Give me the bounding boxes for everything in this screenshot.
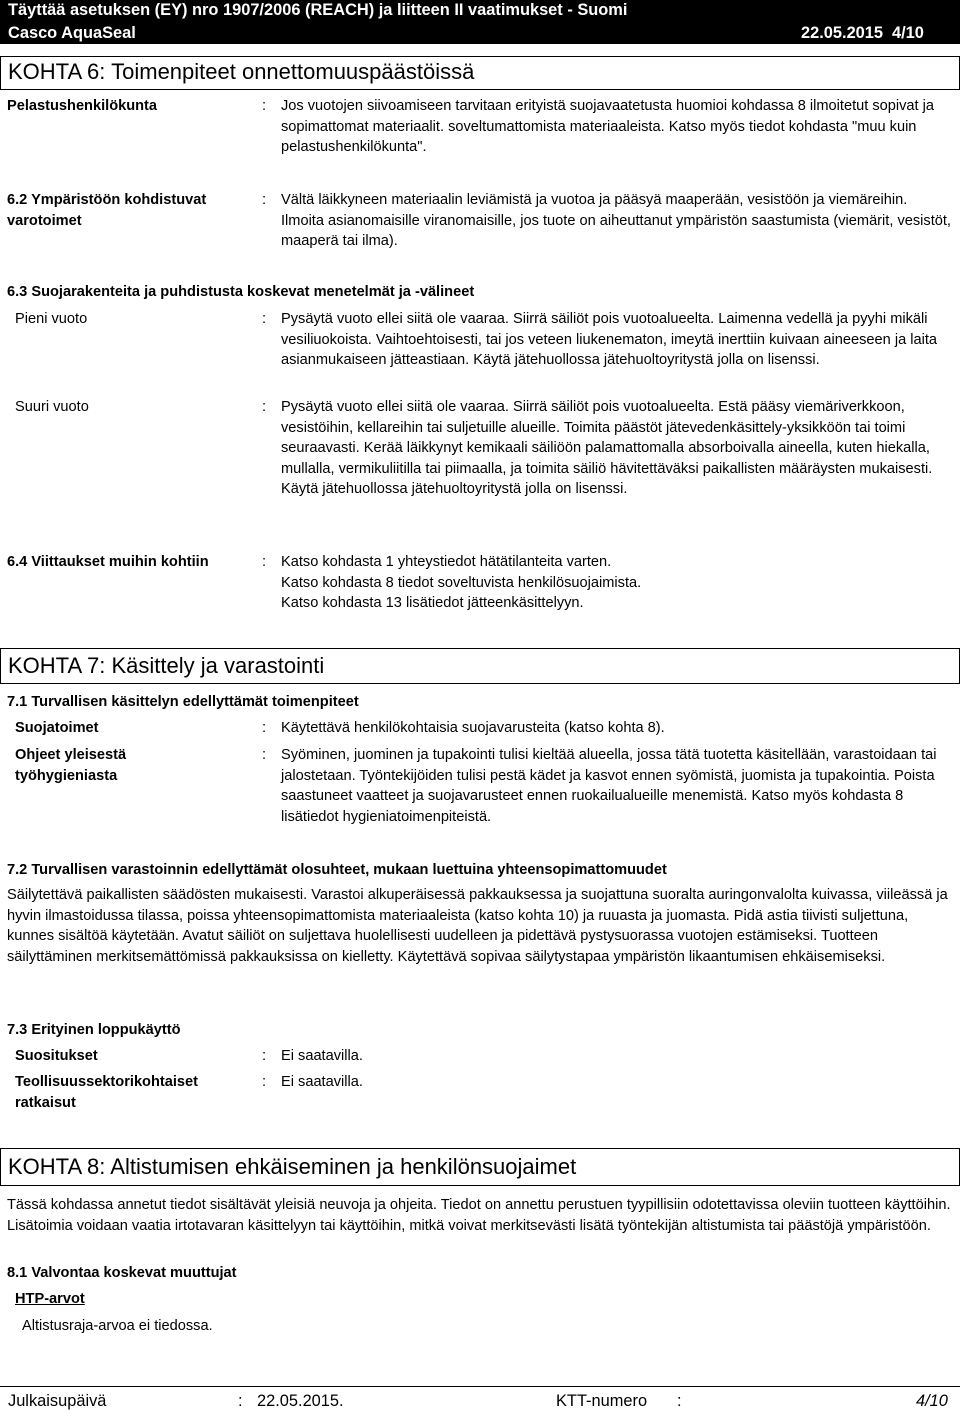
colon: :: [262, 720, 267, 736]
reference-line: Katso kohdasta 1 yhteystiedot hätätilanteita varten.: [281, 554, 612, 570]
section-7-title: KOHTA 7: Käsittely ja varastointi: [8, 653, 325, 678]
subsection-6-3-title: 6.3 Suojarakenteita ja puhdistusta koskevat menetelmät ja -välineet: [7, 284, 475, 300]
subsection-7-2-title: 7.2 Turvallisen varastoinnin edellyttämät olosuhteet, mukaan luettuina yhteensopimattomuudet: [7, 862, 667, 878]
small-spill-text: Pysäytä vuoto ellei siitä ole vaaraa. Siirrä säiliöt pois vuotoalueelta. Laimenna vedellä ja pyyhi mikäli vesiliuokoista. Vaihtoehtoisesti, tai jos veteen liukenematon, imeytä inerttiin kuivaan aineeseen ja laita asianmukaiseen jätteastiaan. Käytä jätehuollossa jätehuoltoyritystä jolla on lisenssi.: [281, 311, 938, 369]
header-date: 22.05.2015: [801, 24, 884, 42]
references-label: 6.4 Viittaukset muihin kohtiin: [7, 554, 209, 570]
environmental-precautions-label: 6.2 Ympäristöön kohdistuvat varotoimet: [7, 192, 207, 229]
colon: :: [262, 98, 267, 114]
references-list: [281, 552, 953, 614]
rescue-personnel-label: Pelastushenkilökunta: [7, 98, 158, 114]
colon: :: [262, 1048, 267, 1064]
colon: :: [262, 747, 267, 763]
protective-measures-label: Suojatoimet: [15, 720, 99, 736]
section-8-title: KOHTA 8: Altistumisen ehkäiseminen ja henkilönsuojaimet: [8, 1154, 577, 1179]
colon: :: [238, 1392, 243, 1410]
header-page-number: 4/10: [892, 24, 924, 42]
page-footer: [0, 1386, 960, 1423]
hygiene-label: Ohjeet yleisestä työhygieniasta: [15, 747, 127, 784]
recommendations-text: Ei saatavilla.: [281, 1048, 363, 1064]
storage-text: Säilytettävä paikallisten säädösten mukaisesti. Varastoi alkuperäisessä pakkauksessa ja suojattuna suoralta auringonvalolta kuivassa, viileässä ja hyvin ilmastoidussa tilassa, poissa yhteensopimattomista materiaaleista (katso kohta 10) ja ruuasta ja juomasta. Pidä astia tiivisti suljettuna, kunnes sisältöä käytetään. Avatut säiliöt on suljettava huolellisesti uudelleen ja pidettävä pystysuorassa vuotojen estämiseksi. Tuotteen säilyttäminen merkitsemättömissä pakkauksissa on kielletty. Käytettävä sopivaa säilytystapaa ympäristön likaantumisen ehkäisemiseksi.: [7, 887, 948, 965]
recommendations-label: Suositukset: [15, 1048, 98, 1064]
reference-line: Katso kohdasta 8 tiedot soveltuvista henkilösuojaimista.: [281, 574, 642, 591]
issue-date-label: Julkaisupäivä: [8, 1392, 107, 1410]
section-8-intro: Tässä kohdassa annetut tiedot sisältävät yleisiä neuvoja ja ohjeita. Tiedot on annettu perustuen tyypillisiin odotettavissa oleviin tuotteen käyttöihin. Lisätoimia voidaan vaatia irtotavaran käsittelyyn tai käyttöihin, mitkä voivat merkitsevästi lisätä työntekijän altistumista tai päästöjä ympäristöön.: [7, 1197, 951, 1234]
small-spill-label: Pieni vuoto: [15, 311, 88, 327]
industrial-solutions-text: Ei saatavilla.: [281, 1074, 363, 1090]
reference-line: Katso kohdasta 13 lisätiedot jätteenkäsittelyyn.: [281, 595, 584, 612]
section-6-title: KOHTA 6: Toimenpiteet onnettomuuspäästöissä: [8, 59, 475, 84]
section-7-heading: [0, 648, 960, 684]
htp-values-label: HTP-arvot: [15, 1291, 85, 1307]
protective-measures-text: Käytettävä henkilökohtaisia suojavarusteita (katso kohta 8).: [281, 720, 665, 736]
section-6-heading: [0, 56, 960, 90]
htp-values-text: Altistusraja-arvoa ei tiedossa.: [22, 1318, 213, 1334]
subsection-7-3-title: 7.3 Erityinen loppukäyttö: [7, 1022, 181, 1038]
colon: :: [262, 311, 267, 327]
industrial-solutions-label: Teollisuussektorikohtaiset ratkaisut: [15, 1074, 199, 1111]
colon: :: [262, 399, 267, 415]
colon: :: [262, 192, 267, 208]
large-spill-label: Suuri vuoto: [15, 399, 89, 415]
issue-date: 22.05.2015.: [257, 1392, 344, 1410]
footer-page-number: 4/10: [916, 1392, 948, 1410]
colon: :: [262, 1074, 267, 1090]
page-header: [0, 0, 960, 44]
subsection-7-1-title: 7.1 Turvallisen käsittelyn edellyttämät toimenpiteet: [7, 694, 359, 710]
large-spill-text: Pysäytä vuoto ellei siitä ole vaaraa. Siirrä säiliöt pois vuotoalueelta. Estä pääsy viemäriverkkoon, vesistöihin, kellareihin tai suljetuille alueille. Toimita päästöt jätevedenkäsittely-yksikköön tai toimi seuraavasti. Kerää läikkynyt kemikaali säiliöön palamattomalla absorboivalla aineella, kuten hiekalla, mullalla, vermikuliitilla tai piimaalla, ja toimita säiliö hävitettäväksi paikallisten määräysten mukaisesti. Käytä jätehuollossa jätehuoltoyritystä jolla on lisenssi.: [281, 399, 933, 498]
environmental-precautions-text: Vältä läikkyneen materiaalin leviämistä ja vuotoa ja pääsyä maaperään, vesistöön ja viemäreihin. Ilmoita asianomaisille viranomaisille, jos tuote on aiheuttanut ympäristön saastumista (viemärit, vesistöt, maaperä tai ilma).: [281, 192, 951, 250]
subsection-8-1-title: 8.1 Valvontaa koskevat muuttujat: [7, 1265, 237, 1281]
section-8-heading: [0, 1148, 960, 1186]
product-name: Casco AquaSeal: [8, 24, 136, 42]
sds-number-label: KTT-numero: [556, 1392, 648, 1410]
colon: :: [677, 1392, 682, 1410]
rescue-personnel-text: Jos vuotojen siivoamiseen tarvitaan erityistä suojavaatetusta huomioi kohdassa 8 ilmoitetut sopivat ja sopimattomat materiaalit. soveltumattomista materiaaleista. Katso myös tiedot kohdasta "muu kuin pelastushenkilökunta".: [281, 98, 935, 156]
hygiene-text: Syöminen, juominen ja tupakointi tulisi kieltää alueella, jossa tätä tuotetta käsitellään, varastoidaan tai jalostetaan. Työntekijöiden tulisi pestä kädet ja kasvot ennen syömistä, juomista ja tupakointia. Poista saastuneet vaatteet ja suojavarusteet ennen ruokailualueille menemistä. Katso myös kohdasta 8 lisätiedot hygieniatoimenpiteistä.: [281, 747, 937, 825]
regulation-title: Täyttää asetuksen (EY) nro 1907/2006 (REACH) ja liitteen II vaatimukset - Suomi: [8, 1, 628, 19]
colon: :: [262, 554, 267, 570]
